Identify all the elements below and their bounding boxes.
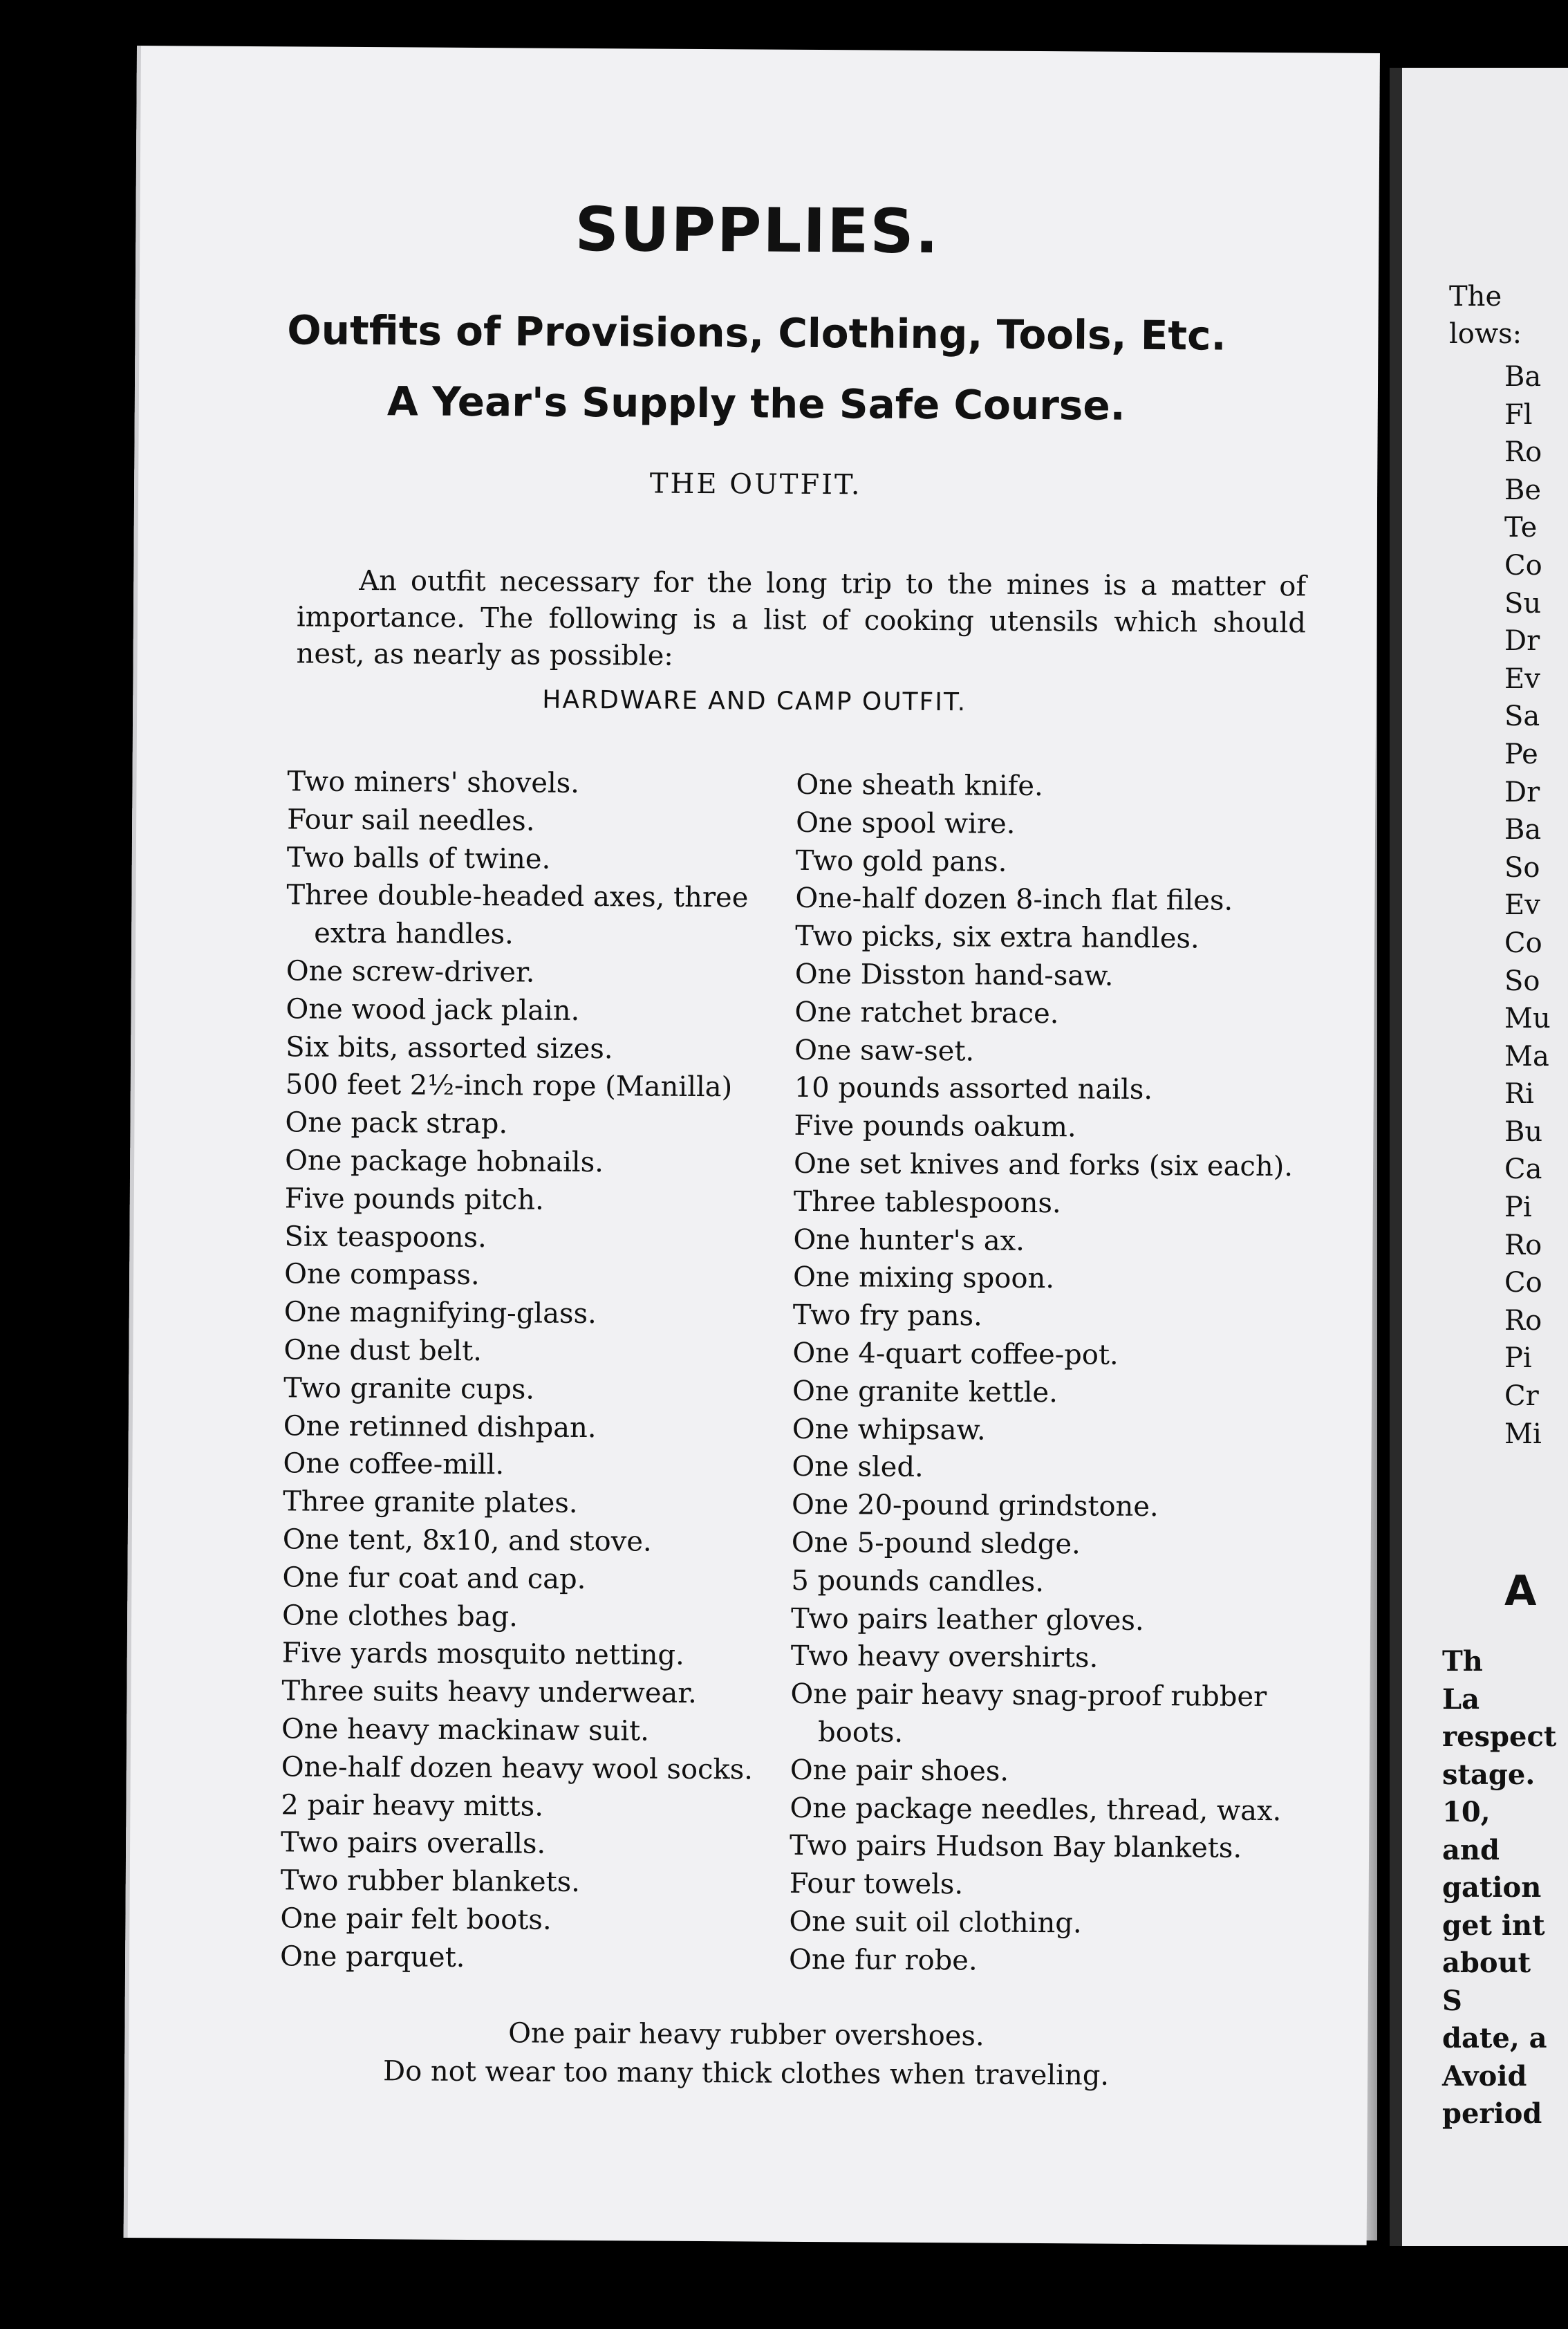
list-item: One compass. xyxy=(284,1258,480,1292)
facing-text-fragment: respect xyxy=(1442,1720,1557,1753)
facing-text-fragment: Avoid xyxy=(1442,2059,1527,2093)
page-title: SUPPLIES. xyxy=(575,193,940,268)
list-item: One set knives and forks (six each). xyxy=(794,1147,1294,1183)
facing-text-fragment: gation xyxy=(1442,1871,1542,1904)
facing-list-fragment: Mu xyxy=(1504,1003,1551,1035)
document-page xyxy=(124,46,1380,2245)
list-item: Two heavy overshirts. xyxy=(790,1640,1099,1674)
list-item: Two picks, six extra handles. xyxy=(795,920,1200,955)
list-item: One dust belt. xyxy=(283,1334,483,1368)
facing-list-fragment: Ro xyxy=(1504,1229,1542,1261)
facing-list-fragment: Ba xyxy=(1504,361,1542,393)
list-item: One magnifying-glass. xyxy=(283,1296,597,1330)
list-item: Four sail needles. xyxy=(287,804,535,837)
list-item: Two pairs overalls. xyxy=(280,1826,546,1860)
facing-list-fragment: Bu xyxy=(1504,1115,1543,1148)
list-item: One coffee-mill. xyxy=(283,1447,505,1481)
list-item: One package hobnails. xyxy=(285,1144,604,1179)
facing-text-fragment: Th xyxy=(1442,1645,1483,1678)
list-item: Six teaspoons. xyxy=(284,1220,487,1254)
list-item: Two fry pans. xyxy=(792,1299,982,1333)
list-item: One clothes bag. xyxy=(281,1599,519,1633)
facing-list-fragment: Ri xyxy=(1504,1078,1534,1111)
list-item: One pair shoes. xyxy=(790,1754,1009,1788)
list-item: Three suits heavy underwear. xyxy=(281,1675,697,1710)
list-item: One-half dozen 8-inch flat files. xyxy=(795,882,1233,918)
list-item: One wood jack plain. xyxy=(286,993,580,1027)
list-item: One 5-pound sledge. xyxy=(791,1526,1081,1561)
facing-list-fragment: Ev xyxy=(1504,662,1540,695)
facing-text-fragment: get int xyxy=(1442,1909,1545,1942)
list-heading: HARDWARE AND CAMP OUTFIT. xyxy=(542,685,967,717)
facing-top-word: The xyxy=(1449,281,1502,313)
facing-list-fragment: Ba xyxy=(1504,814,1542,846)
facing-text-fragment: about S xyxy=(1442,1947,1531,2017)
list-item: 2 pair heavy mitts. xyxy=(281,1788,544,1823)
subtitle-years-supply: A Year's Supply the Safe Course. xyxy=(386,378,1126,429)
list-item: One mixing spoon. xyxy=(792,1261,1055,1295)
right-item-list xyxy=(789,766,1308,1982)
facing-text-fragment: period xyxy=(1442,2097,1542,2130)
list-item: One sled. xyxy=(792,1451,924,1484)
list-item: Two balls of twine. xyxy=(286,841,551,875)
list-item: One Disston hand-saw. xyxy=(794,958,1114,992)
facing-page xyxy=(1390,0,1557,2329)
list-item: Five pounds oakum. xyxy=(794,1110,1076,1144)
list-item: Four towels. xyxy=(789,1867,964,1901)
section-heading: THE OUTFIT. xyxy=(649,467,862,501)
list-item: One 4-quart coffee-pot. xyxy=(792,1337,1119,1371)
facing-list-fragments xyxy=(1504,358,1551,1453)
list-item: One 20-pound grindstone. xyxy=(791,1488,1159,1523)
list-item: Three tablespoons. xyxy=(793,1185,1061,1219)
facing-list-fragment: Pi xyxy=(1504,1342,1532,1375)
facing-list-fragment: Mi xyxy=(1504,1418,1542,1450)
facing-list-fragment: Cr xyxy=(1504,1380,1539,1413)
list-item: One package needles, thread, wax. xyxy=(790,1792,1282,1827)
facing-list-fragment: Pe xyxy=(1504,738,1538,770)
list-item: 10 pounds assorted nails. xyxy=(794,1072,1153,1106)
facing-list-fragment: Ma xyxy=(1504,1040,1549,1073)
list-item: Five yards mosquito netting. xyxy=(281,1637,684,1672)
facing-bottom-fragments xyxy=(1442,1643,1556,2133)
list-item: One suit oil clothing. xyxy=(789,1905,1082,1940)
facing-list-fragment: Be xyxy=(1504,474,1542,506)
facing-list-fragment: Co xyxy=(1504,1267,1542,1299)
left-item-list xyxy=(280,763,772,1978)
list-item: One hunter's ax. xyxy=(793,1223,1025,1257)
list-item: One ratchet brace. xyxy=(794,996,1059,1030)
list-item: One whipsaw. xyxy=(792,1413,986,1447)
list-item: One heavy mackinaw suit. xyxy=(281,1713,650,1747)
list-item: Two miners' shovels. xyxy=(287,765,580,799)
facing-list-fragment: Dr xyxy=(1504,776,1540,808)
facing-list-fragment: Co xyxy=(1504,549,1542,582)
list-item: One pack strap. xyxy=(285,1106,508,1140)
list-item: 500 feet 2½-inch rope (Manilla) xyxy=(285,1068,733,1104)
facing-text-fragment: date, a xyxy=(1442,2022,1547,2054)
facing-list-fragment: So xyxy=(1504,965,1540,997)
facing-text-fragment: La xyxy=(1442,1682,1480,1716)
list-item: Two granite cups. xyxy=(283,1372,535,1406)
list-item: One fur coat and cap. xyxy=(282,1561,586,1595)
facing-list-fragment: Sa xyxy=(1504,700,1540,733)
facing-list-fragment: Ev xyxy=(1504,889,1540,922)
facing-text-fragment: 10, and xyxy=(1442,1796,1500,1866)
list-item: One pair heavy snag-proof rubber boots. xyxy=(790,1678,1267,1749)
facing-list-fragment: So xyxy=(1504,851,1540,884)
facing-list-fragment: Ro xyxy=(1504,1304,1542,1337)
footer-note: Do not wear too many thick clothes when traveling. xyxy=(382,2055,1110,2092)
facing-heading-letter: A xyxy=(1504,1567,1537,1615)
footer-overshoes: One pair heavy rubber overshoes. xyxy=(508,2017,984,2052)
list-item: One parquet. xyxy=(279,1940,465,1974)
facing-list-fragment: Fl xyxy=(1504,398,1533,431)
list-item: One tent, 8x10, and stove. xyxy=(282,1523,652,1558)
facing-text-fragment: stage. xyxy=(1442,1758,1536,1791)
facing-list-fragment: Te xyxy=(1504,512,1538,544)
list-item: Two gold pans. xyxy=(795,844,1007,878)
list-item: Two rubber blankets. xyxy=(280,1864,581,1899)
list-item: One spool wire. xyxy=(796,806,1016,840)
list-item: Three granite plates. xyxy=(283,1485,578,1520)
list-item: One retinned dishpan. xyxy=(283,1409,597,1444)
facing-list-fragment: Ro xyxy=(1504,436,1542,469)
facing-list-fragment: Dr xyxy=(1504,625,1540,658)
list-item: One saw-set. xyxy=(794,1034,975,1068)
list-item: One-half dozen heavy wool socks. xyxy=(281,1751,754,1786)
list-item: One granite kettle. xyxy=(792,1375,1058,1409)
list-item: 5 pounds candles. xyxy=(791,1564,1045,1598)
list-item: Three double-headed axes, three extra handles. xyxy=(286,879,749,951)
facing-list-fragment: Su xyxy=(1504,587,1542,620)
list-item: Six bits, assorted sizes. xyxy=(286,1030,613,1065)
list-item: Five pounds pitch. xyxy=(284,1182,544,1216)
list-item: One sheath knife. xyxy=(796,768,1043,803)
intro-paragraph: An outfit necessary for the long trip to the mines is a matter of importance. The following is a list of cooking utensils which should nest, as nearly as possible: xyxy=(296,564,1307,672)
list-item: Two pairs Hudson Bay blankets. xyxy=(789,1830,1242,1865)
list-item: Two pairs leather gloves. xyxy=(790,1602,1144,1637)
facing-list-fragment: Pi xyxy=(1504,1191,1532,1224)
list-item: One fur robe. xyxy=(788,1943,978,1977)
facing-list-fragment: Ca xyxy=(1504,1153,1542,1186)
subtitle-outfits: Outfits of Provisions, Clothing, Tools, Etc. xyxy=(287,306,1226,360)
list-item: One screw-driver. xyxy=(286,955,535,989)
list-item: One pair felt boots. xyxy=(280,1902,552,1936)
facing-list-fragment: Co xyxy=(1504,927,1542,959)
facing-top-word-2: lows: xyxy=(1449,318,1522,350)
